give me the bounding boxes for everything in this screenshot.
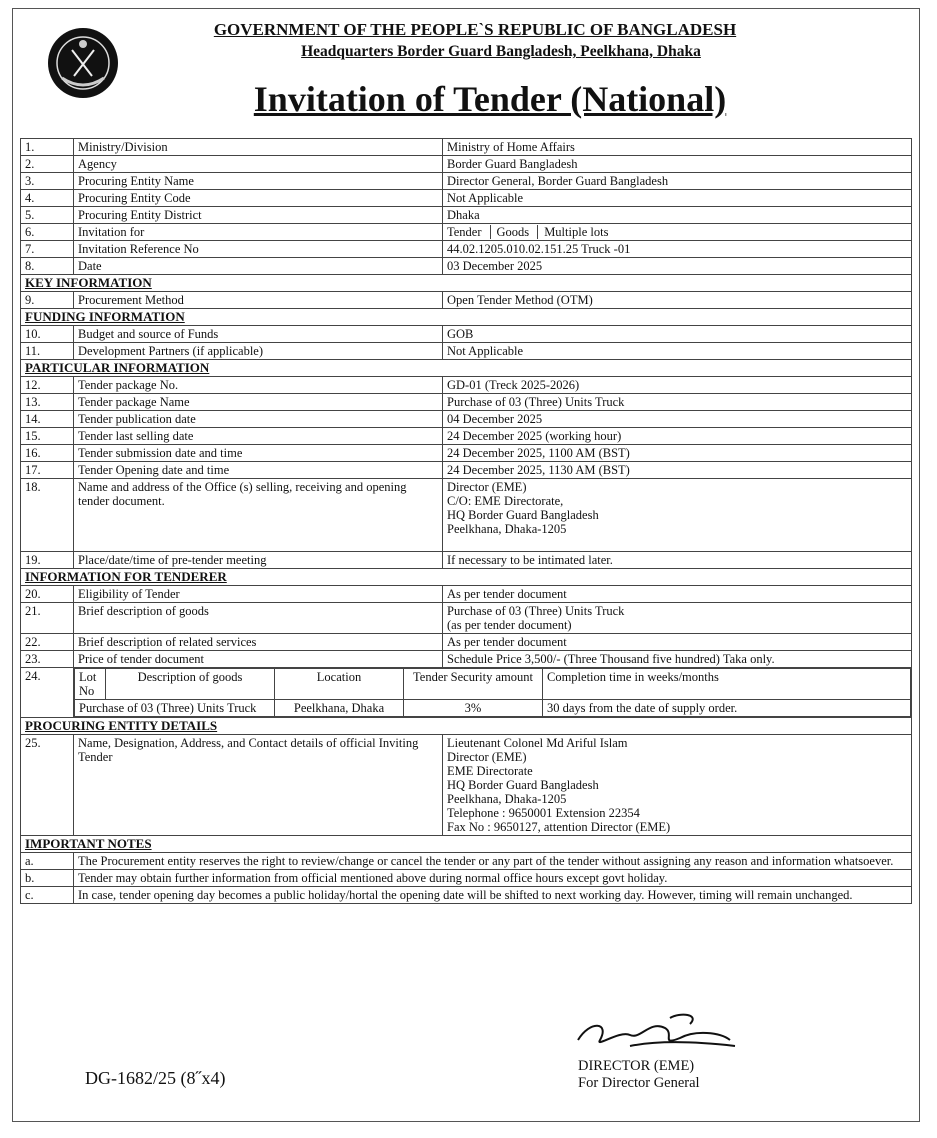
row-number: c. [21,887,74,904]
field-value [443,326,912,343]
value-line: As per tender document [447,635,567,649]
row-number: 14. [21,411,74,428]
lot-value: 3% [404,700,543,717]
section-heading: PROCURING ENTITY DETAILS [21,718,912,735]
value-line: Fax No : 9650127, attention Director (EME) [447,820,671,834]
field-label: Place/date/time of pre-tender meeting [74,552,443,569]
lot-header: Lot No [75,669,106,700]
field-value [443,586,912,603]
value-line: 24 December 2025, 1130 AM (BST) [447,463,630,477]
row-number: 9. [21,292,74,309]
row-number: 18. [21,479,74,552]
field-value [443,173,912,190]
row-number: 4. [21,190,74,207]
lot-header-row [75,669,911,700]
table-row [21,394,912,411]
table-row [21,552,912,569]
signature-icon [570,1010,740,1055]
field-label: Ministry/Division [74,139,443,156]
lot-header: Tender Security amount [404,669,543,700]
row-number: b. [21,870,74,887]
lot-table [74,668,911,717]
section-heading-row [21,569,912,586]
table-row [21,887,912,904]
section-heading: INFORMATION FOR TENDERER [21,569,912,586]
section-heading: IMPORTANT NOTES [21,836,912,853]
value-line: Not Applicable [447,191,524,205]
field-value [443,139,912,156]
field-label: Price of tender document [74,651,443,668]
field-value [443,207,912,224]
lot-value: 30 days from the date of supply order. [543,700,911,717]
row-number: 16. [21,445,74,462]
row-number: a. [21,853,74,870]
row-number: 2. [21,156,74,173]
table-row [21,668,912,718]
row-number: 15. [21,428,74,445]
value-line: Ministry of Home Affairs [447,140,575,154]
field-value [443,190,912,207]
field-label: Tender publication date [74,411,443,428]
headquarters-heading: Headquarters Border Guard Bangladesh, Peelkhana, Dhaka [301,43,701,60]
field-label: Budget and source of Funds [74,326,443,343]
value-line: HQ Border Guard Bangladesh [447,508,599,522]
section-heading-row [21,836,912,853]
government-heading: GOVERNMENT OF THE PEOPLE`S REPUBLIC OF BANGLADESH [213,20,737,39]
field-value [443,258,912,275]
row-number: 3. [21,173,74,190]
field-value [443,292,912,309]
field-label: Brief description of related services [74,634,443,651]
value-line: 24 December 2025 (working hour) [447,429,622,443]
table-row [21,241,912,258]
field-value [443,479,912,552]
field-label: Procurement Method [74,292,443,309]
table-row [21,207,912,224]
field-value [443,377,912,394]
field-label: Name and address of the Office (s) selling, receiving and opening tender document. [74,479,443,552]
field-value [443,462,912,479]
value-line: Purchase of 03 (Three) Units Truck [447,395,625,409]
note-text: In case, tender opening day becomes a public holiday/hortal the opening date will be shifted to next working day. However, timing will remain unchanged. [74,887,912,904]
row-number: 25. [21,735,74,836]
bgb-emblem-logo [48,28,118,98]
value-line: Schedule Price 3,500/- (Three Thousand five hundred) Taka only. [447,652,775,666]
field-value [443,411,912,428]
table-row [21,479,912,552]
value-line: 04 December 2025 [447,412,543,426]
field-value [443,445,912,462]
table-row [21,224,912,241]
value-line: Dhaka [447,208,480,222]
lot-value: Peelkhana, Dhaka [275,700,404,717]
lot-cell [74,668,912,718]
value-line: Director (EME) [447,480,527,494]
section-heading: FUNDING INFORMATION [21,309,912,326]
row-number: 22. [21,634,74,651]
value-line: Director General, Border Guard Bangladesh [447,174,669,188]
signatory-for: For Director General [578,1075,700,1091]
row-number: 5. [21,207,74,224]
invitation-type: Multiple lots [544,225,609,239]
field-label: Invitation Reference No [74,241,443,258]
table-row [21,411,912,428]
field-value [443,224,912,241]
field-value [443,394,912,411]
lot-header: Description of goods [106,669,275,700]
field-value [443,603,912,634]
value-line: 44.02.1205.010.02.151.25 Truck -01 [447,242,631,256]
row-number: 7. [21,241,74,258]
table-row [21,190,912,207]
signatory-title: DIRECTOR (EME) [578,1058,695,1074]
lot-value: Purchase of 03 (Three) Units Truck [75,700,275,717]
row-number: 17. [21,462,74,479]
table-row [21,173,912,190]
field-value [443,343,912,360]
tender-table [20,138,912,904]
value-line: Lieutenant Colonel Md Ariful Islam [447,736,628,750]
table-row [21,462,912,479]
invitation-types [447,225,907,239]
row-number: 6. [21,224,74,241]
table-row [21,326,912,343]
field-label: Tender package Name [74,394,443,411]
table-row [21,292,912,309]
value-line: (as per tender document) [447,618,572,632]
table-row [21,870,912,887]
row-number: 21. [21,603,74,634]
invitation-type: Tender [447,225,491,239]
table-row [21,853,912,870]
value-line [447,536,907,550]
value-line: Open Tender Method (OTM) [447,293,593,307]
table-row [21,651,912,668]
field-label: Procuring Entity Name [74,173,443,190]
table-row [21,343,912,360]
field-label: Brief description of goods [74,603,443,634]
lot-header: Completion time in weeks/months [543,669,911,700]
row-number: 19. [21,552,74,569]
field-value [443,552,912,569]
field-value [443,651,912,668]
field-value [443,241,912,258]
value-line: Telephone : 9650001 Extension 22354 [447,806,640,820]
table-row [21,428,912,445]
field-label: Agency [74,156,443,173]
row-number: 23. [21,651,74,668]
section-heading: KEY INFORMATION [21,275,912,292]
field-label: Name, Designation, Address, and Contact details of official Inviting Tender [74,735,443,836]
field-label: Invitation for [74,224,443,241]
value-line: EME Directorate [447,764,533,778]
table-row [21,586,912,603]
table-row [21,377,912,394]
field-label: Tender Opening date and time [74,462,443,479]
value-line: Purchase of 03 (Three) Units Truck [447,604,625,618]
invitation-type: Goods [497,225,539,239]
table-row [21,156,912,173]
field-label: Development Partners (if applicable) [74,343,443,360]
value-line: If necessary to be intimated later. [447,553,613,567]
value-line: Peelkhana, Dhaka-1205 [447,522,567,536]
lot-row [75,700,911,717]
signatory-block [578,1058,700,1092]
field-label: Tender last selling date [74,428,443,445]
table-row [21,445,912,462]
row-number: 24. [21,668,74,718]
section-heading-row [21,275,912,292]
value-line: Not Applicable [447,344,524,358]
row-number: 20. [21,586,74,603]
value-line: GOB [447,327,474,341]
field-value [443,156,912,173]
section-heading-row [21,718,912,735]
value-line: As per tender document [447,587,567,601]
note-text: The Procurement entity reserves the right to review/change or cancel the tender or any part of the tender without assigning any reason and information whatsoever. [74,853,912,870]
dg-reference: DG-1682/25 (8˝x4) [85,1068,226,1088]
table-row [21,603,912,634]
row-number: 10. [21,326,74,343]
row-number: 8. [21,258,74,275]
section-heading: PARTICULAR INFORMATION [21,360,912,377]
field-value [443,428,912,445]
value-line: C/O: EME Directorate, [447,494,564,508]
value-line: GD-01 (Treck 2025-2026) [447,378,580,392]
note-text: Tender may obtain further information from official mentioned above during normal office hours except govt holiday. [74,870,912,887]
field-label: Date [74,258,443,275]
page-title: Invitation of Tender (National) [253,79,727,119]
field-value [443,735,912,836]
table-row [21,139,912,156]
section-heading-row [21,309,912,326]
row-number: 1. [21,139,74,156]
value-line: Peelkhana, Dhaka-1205 [447,792,567,806]
section-heading-row [21,360,912,377]
table-row [21,735,912,836]
field-value [443,634,912,651]
field-label: Procuring Entity Code [74,190,443,207]
value-line: Director (EME) [447,750,527,764]
value-line: Border Guard Bangladesh [447,157,578,171]
table-row [21,634,912,651]
field-label: Eligibility of Tender [74,586,443,603]
row-number: 13. [21,394,74,411]
value-line: HQ Border Guard Bangladesh [447,778,599,792]
field-label: Procuring Entity District [74,207,443,224]
table-row [21,258,912,275]
field-label: Tender package No. [74,377,443,394]
value-line: 03 December 2025 [447,259,543,273]
row-number: 12. [21,377,74,394]
row-number: 11. [21,343,74,360]
value-line: 24 December 2025, 1100 AM (BST) [447,446,630,460]
field-label: Tender submission date and time [74,445,443,462]
lot-header: Location [275,669,404,700]
